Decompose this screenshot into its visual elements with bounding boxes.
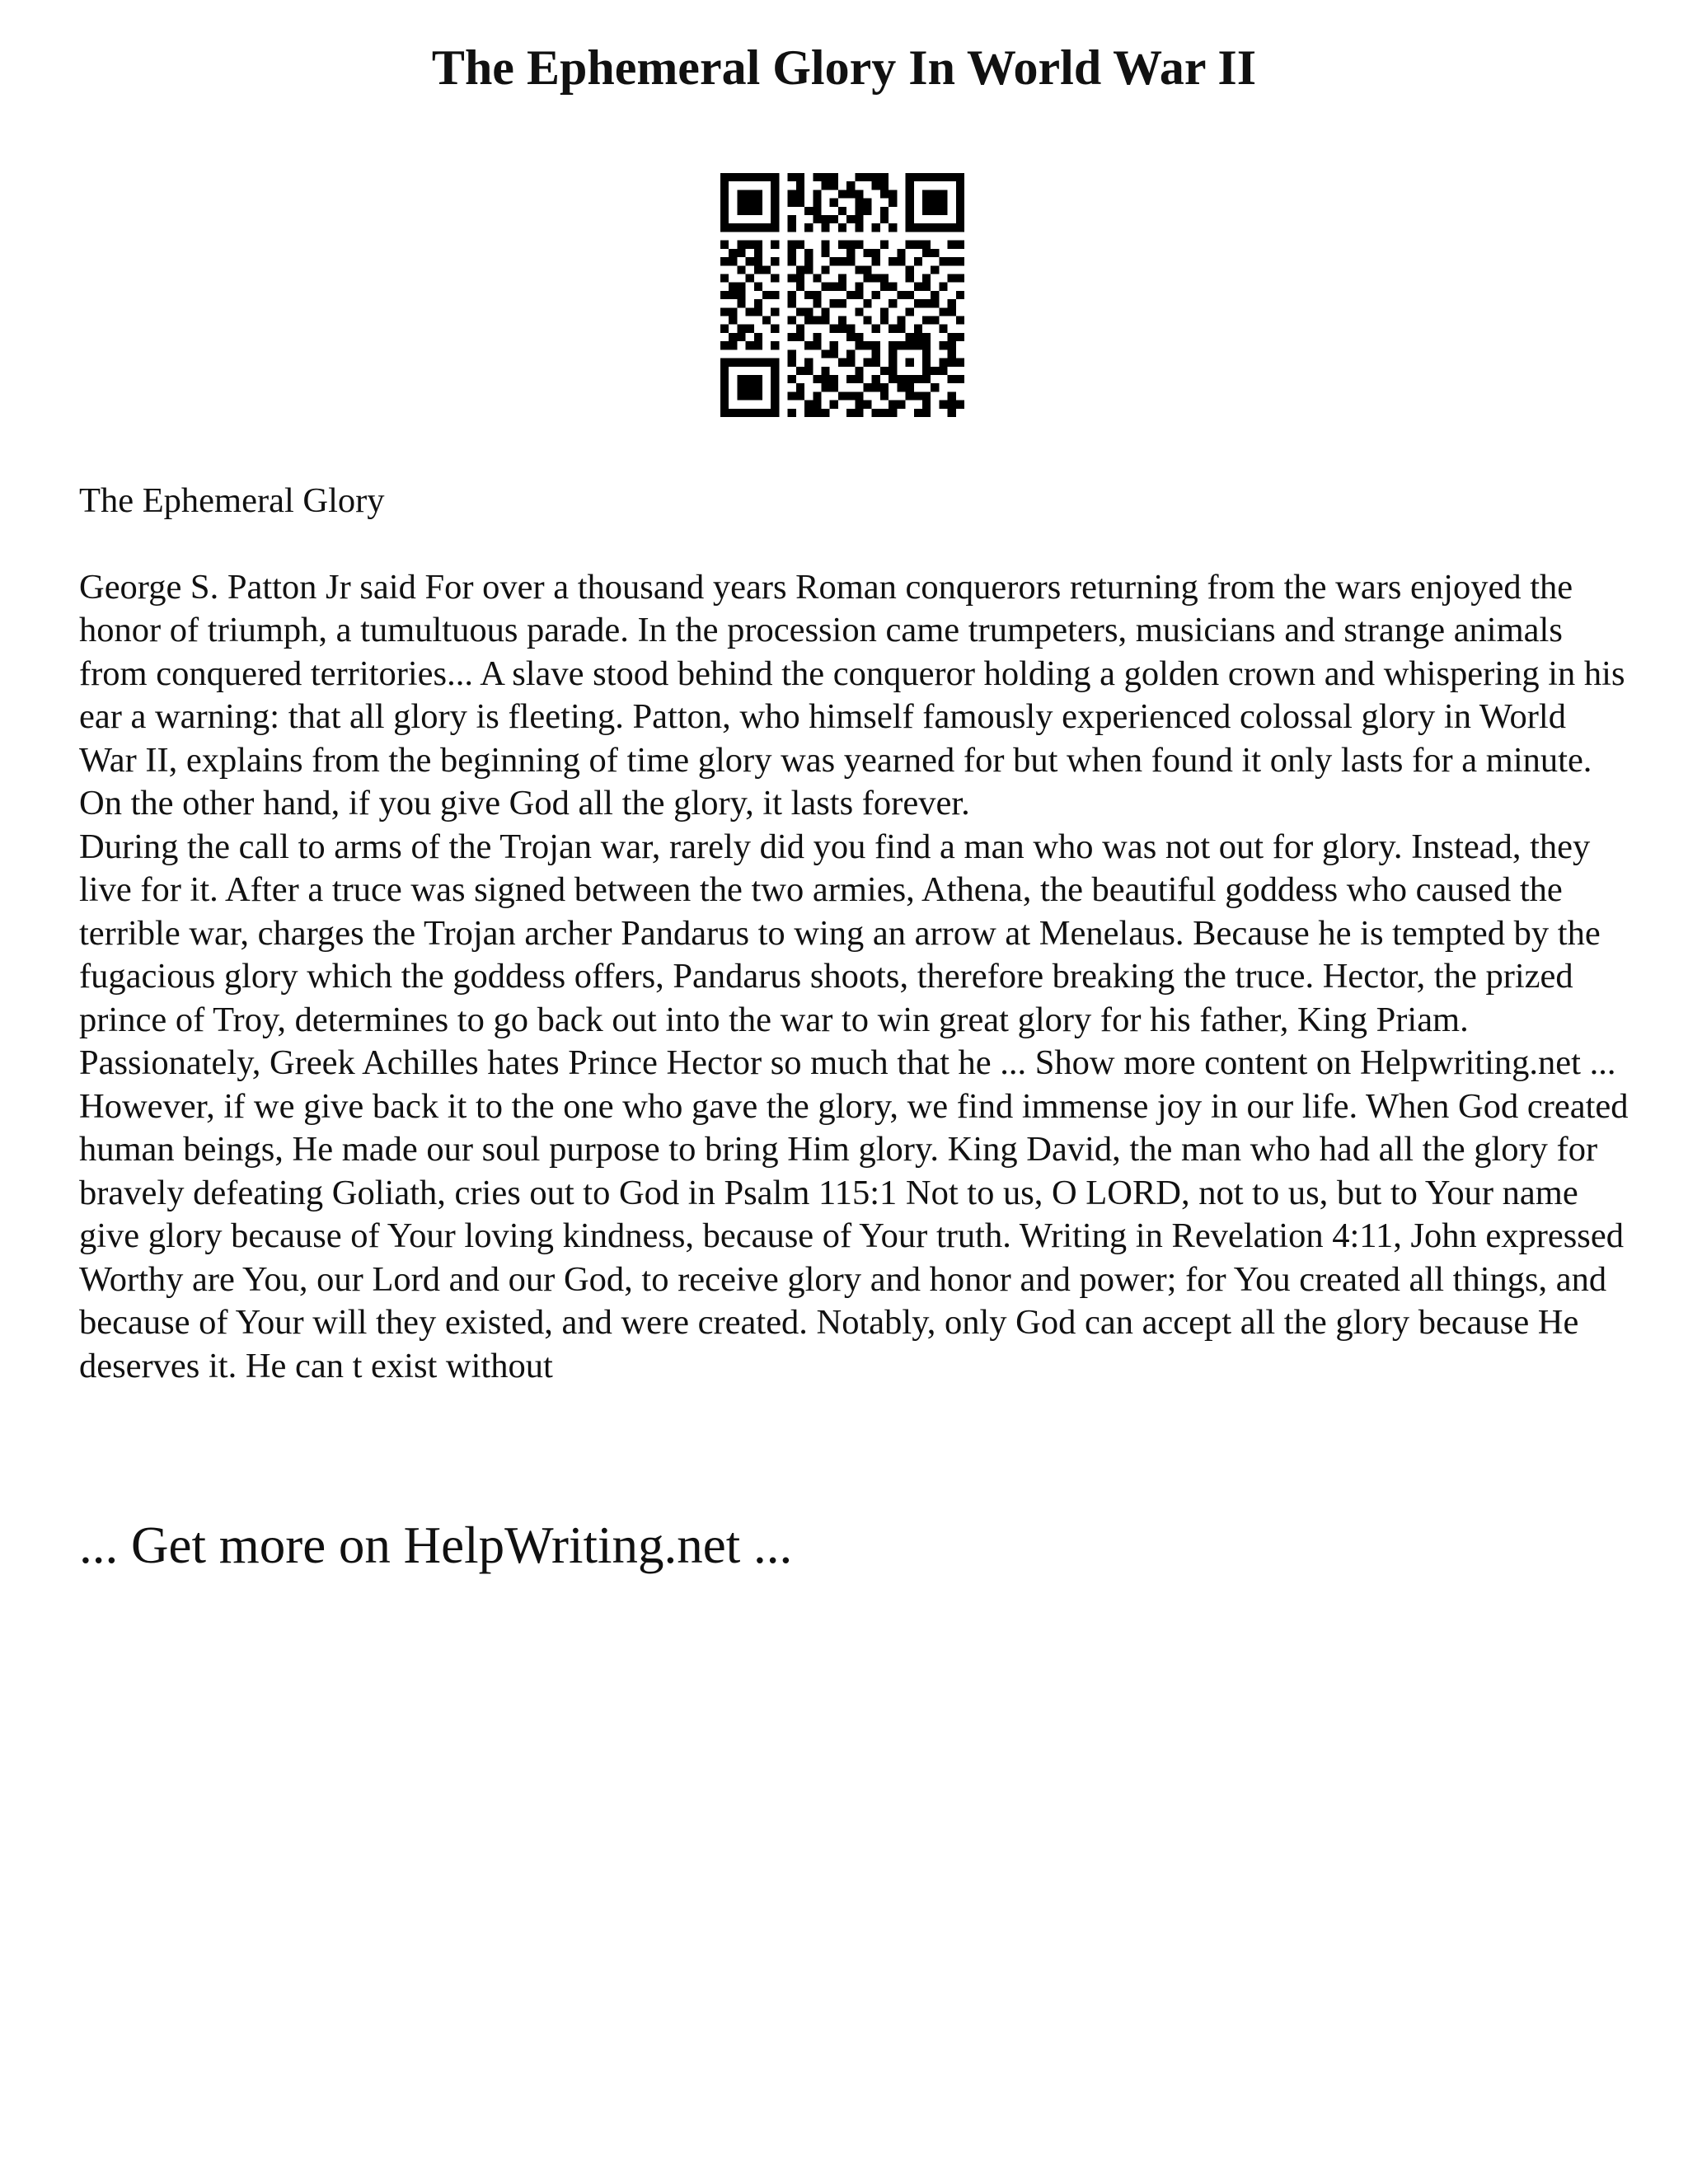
document-subheading: The Ephemeral Glory: [79, 481, 385, 520]
body-paragraph-1: George S. Patton Jr said For over a thousand years Roman conquerors returning from the wars enjoyed the honor of triumph, a tumultuous parade. In the procession came trumpeters, musicians and strange animals from conquered territories... A slave stood behind the conqueror holding a golden crown and whispering in his ear a warning: that all glory is fleeting. Patton, who himself famously experienced colossal glory in World War II, explains from the beginning of time glory was yearned for but when found it only lasts for a minute. On the other hand, if you give God all the glory, it lasts forever.: [79, 567, 1625, 823]
body-paragraph-3: However, if we give back it to the one who gave the glory, we find immense joy in our life. When God created human beings, He made our soul purpose to bring Him glory. King David, the man who had all the glory for bravely defeating Goliath, cries out to God in Psalm 115:1 Not to us, O LORD, not to us, but to Your name give glory because of Your loving kindness, because of Your truth. Writing in Revelation 4:11, John expressed Worthy are You, our Lord and our God, to receive glory and honor and power; for You created all things, and because of Your will they existed, and were created. Notably, only God can accept all the glory because He deserves it. He can t exist without: [79, 1086, 1629, 1385]
qr-code-icon: [720, 173, 964, 417]
get-more-link[interactable]: ... Get more on HelpWriting.net ...: [79, 1516, 793, 1574]
document-title: The Ephemeral Glory In World War II: [431, 40, 1257, 95]
document-body: [79, 480, 1629, 1388]
body-paragraph-2: During the call to arms of the Trojan war, rarely did you find a man who was not out for glory. Instead, they live for it. After a truce was signed between the two armies, Athena, the beautiful goddess who caused the terrible war, charges the Trojan archer Pandarus to wing an arrow at Menelaus. Because he is tempted by the fugacious glory which the goddess offers, Pandarus shoots, therefore breaking the truce. Hector, the prized prince of Troy, determines to go back out into the war to win great glory for his father, King Priam. Passionately, Greek Achilles hates Prince Hector so much that he ... Show more content on Helpwriting.net ...: [79, 827, 1616, 1082]
